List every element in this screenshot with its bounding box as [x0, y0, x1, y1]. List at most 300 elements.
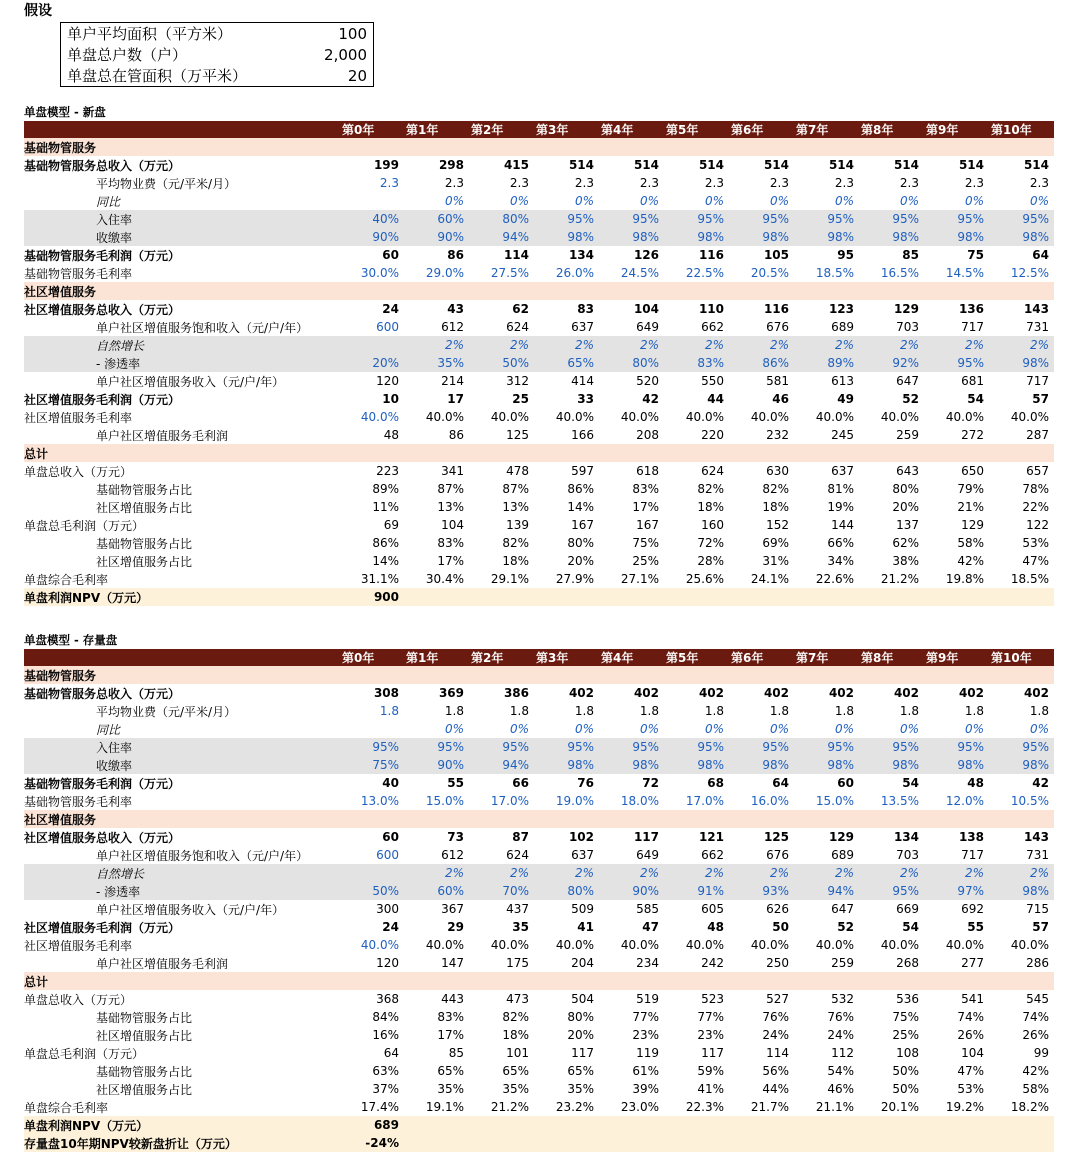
- value-cell: 90%: [340, 228, 404, 246]
- value-cell: 116: [763, 302, 789, 316]
- value-cell: 402: [828, 686, 854, 700]
- value-cell: 16.0%: [750, 794, 789, 808]
- year-header-cell: 第10年: [989, 121, 1054, 138]
- value-cell: 541: [961, 992, 984, 1006]
- value-cell: 70%: [469, 882, 534, 900]
- row-label: 单盘总收入（万元）: [24, 464, 133, 479]
- value-cell: 40.0%: [1010, 410, 1049, 424]
- value-cell: [664, 282, 729, 300]
- value-cell: 72: [642, 776, 659, 790]
- value-cell: 139: [506, 518, 529, 532]
- value-cell: 129: [828, 830, 854, 844]
- value-cell: 60%: [404, 882, 469, 900]
- value-cell: 90%: [404, 756, 469, 774]
- row-label: 单盘利润NPV（万元）: [24, 1116, 340, 1134]
- value-cell: 92%: [859, 354, 924, 372]
- value-cell: [729, 810, 794, 828]
- row-label: 自然增长: [24, 336, 340, 354]
- value-cell: 34%: [827, 554, 854, 568]
- value-cell: 60: [837, 776, 854, 790]
- value-cell: 259: [831, 956, 854, 970]
- model-row: [24, 498, 1054, 516]
- model-row: [24, 666, 1054, 684]
- value-cell: 40.0%: [815, 938, 854, 952]
- value-cell: 402: [568, 686, 594, 700]
- row-label: 收缴率: [24, 228, 340, 246]
- model-row: [24, 900, 1054, 918]
- value-cell: 86%: [372, 536, 399, 550]
- value-cell: 117: [571, 1046, 594, 1060]
- model-row: [24, 738, 1054, 756]
- model-row: [24, 792, 1054, 810]
- value-cell: 24.5%: [620, 266, 659, 280]
- value-cell: [469, 444, 534, 462]
- value-cell: 715: [1026, 902, 1049, 916]
- value-cell: [924, 138, 989, 156]
- value-cell: 116: [698, 248, 724, 262]
- model-row: [24, 480, 1054, 498]
- value-cell: [664, 444, 729, 462]
- value-cell: 22.6%: [815, 572, 854, 586]
- header-blank: [24, 649, 340, 666]
- value-cell: 65%: [437, 1064, 464, 1078]
- value-cell: 126: [633, 248, 659, 262]
- value-cell: [664, 1116, 729, 1134]
- value-cell: 97%: [924, 882, 989, 900]
- value-cell: [340, 864, 404, 882]
- value-cell: 53%: [957, 1082, 984, 1096]
- value-cell: [599, 666, 664, 684]
- value-cell: 77%: [697, 1010, 724, 1024]
- value-cell: 40.0%: [880, 410, 919, 424]
- value-cell: 40.0%: [425, 410, 464, 424]
- value-cell: 0%: [769, 194, 789, 208]
- value-cell: 98%: [924, 756, 989, 774]
- value-cell: 1.8: [639, 704, 659, 718]
- value-cell: 95%: [924, 354, 989, 372]
- model-row: [24, 372, 1054, 390]
- value-cell: 87%: [437, 482, 464, 496]
- value-cell: 662: [701, 848, 724, 862]
- value-cell: 514: [633, 158, 659, 172]
- value-cell: 612: [441, 320, 464, 334]
- value-cell: 16%: [372, 1028, 399, 1042]
- value-cell: 17%: [437, 554, 464, 568]
- value-cell: 38%: [892, 554, 919, 568]
- value-cell: 24: [382, 920, 399, 934]
- value-cell: 600: [376, 320, 399, 334]
- model-row: [24, 918, 1054, 936]
- value-cell: 114: [766, 1046, 789, 1060]
- value-cell: 29: [447, 920, 464, 934]
- value-cell: 27.5%: [490, 266, 529, 280]
- value-cell: 95%: [404, 738, 469, 756]
- model-row: [24, 174, 1054, 192]
- model-row: [24, 300, 1054, 318]
- value-cell: 175: [506, 956, 529, 970]
- value-cell: 98%: [599, 756, 664, 774]
- model-row: [24, 282, 1054, 300]
- value-cell: [599, 1134, 664, 1152]
- value-cell: 26.0%: [555, 266, 594, 280]
- value-cell: 136: [958, 302, 984, 316]
- value-cell: 117: [701, 1046, 724, 1060]
- value-cell: 649: [636, 848, 659, 862]
- row-label: 单盘综合毛利率: [24, 572, 109, 587]
- value-cell: 98%: [924, 228, 989, 246]
- year-header-cell: 第3年: [534, 121, 599, 138]
- value-cell: 234: [636, 956, 659, 970]
- value-cell: 83%: [437, 1010, 464, 1024]
- value-cell: [989, 138, 1054, 156]
- value-cell: 95%: [924, 738, 989, 756]
- value-cell: 23%: [632, 1028, 659, 1042]
- value-cell: 42%: [957, 554, 984, 568]
- row-label: 同比: [96, 194, 121, 209]
- value-cell: [989, 666, 1054, 684]
- value-cell: 63%: [372, 1064, 399, 1078]
- value-cell: 83%: [632, 482, 659, 496]
- value-cell: 0%: [704, 194, 724, 208]
- value-cell: 2%: [599, 864, 664, 882]
- value-cell: 18.5%: [815, 266, 854, 280]
- row-label: 基础物管服务毛利率: [24, 266, 133, 281]
- value-cell: 104: [633, 302, 659, 316]
- value-cell: 0%: [574, 194, 594, 208]
- row-label: 社区增值服务毛利率: [24, 938, 133, 953]
- value-cell: 624: [506, 848, 529, 862]
- value-cell: 50%: [892, 1064, 919, 1078]
- row-label: 同比: [96, 722, 121, 737]
- value-cell: 123: [828, 302, 854, 316]
- value-cell: 47%: [957, 1064, 984, 1078]
- value-cell: 101: [506, 1046, 529, 1060]
- value-cell: 35%: [502, 1082, 529, 1096]
- value-cell: 65%: [534, 354, 599, 372]
- model-row: [24, 720, 1054, 738]
- value-cell: 25%: [892, 1028, 919, 1042]
- model-row: [24, 588, 1054, 606]
- value-cell: 717: [961, 848, 984, 862]
- value-cell: 0%: [444, 722, 464, 736]
- value-cell: 120: [376, 956, 399, 970]
- value-cell: 59%: [697, 1064, 724, 1078]
- value-cell: 54: [967, 392, 984, 406]
- year-header-cell: 第0年: [340, 121, 404, 138]
- model-row: [24, 1044, 1054, 1062]
- model-table-new: [24, 121, 1054, 606]
- value-cell: 134: [893, 830, 919, 844]
- value-cell: 10.5%: [1010, 794, 1049, 808]
- value-cell: 39%: [632, 1082, 659, 1096]
- value-cell: 2%: [794, 336, 859, 354]
- value-cell: 54: [902, 776, 919, 790]
- value-cell: 66: [512, 776, 529, 790]
- value-cell: [794, 666, 859, 684]
- value-cell: 2%: [859, 864, 924, 882]
- value-cell: 21.7%: [750, 1100, 789, 1114]
- value-cell: 2%: [534, 864, 599, 882]
- value-cell: [340, 972, 404, 990]
- model-row: [24, 1116, 1054, 1134]
- value-cell: 18.5%: [1010, 572, 1049, 586]
- value-cell: 48: [383, 428, 399, 442]
- value-cell: 24: [382, 302, 399, 316]
- value-cell: [794, 444, 859, 462]
- value-cell: 731: [1026, 320, 1049, 334]
- model-row: [24, 228, 1054, 246]
- model-row: [24, 936, 1054, 954]
- value-cell: 298: [438, 158, 464, 172]
- value-cell: 98%: [794, 756, 859, 774]
- value-cell: 2.3: [639, 176, 659, 190]
- value-cell: 93%: [729, 882, 794, 900]
- value-cell: [924, 1116, 989, 1134]
- value-cell: 137: [896, 518, 919, 532]
- value-cell: 214: [441, 374, 464, 388]
- year-header-cell: 第2年: [469, 121, 534, 138]
- value-cell: 2%: [924, 864, 989, 882]
- value-cell: 31.1%: [360, 572, 399, 586]
- value-cell: 618: [636, 464, 659, 478]
- value-cell: [340, 444, 404, 462]
- value-cell: 0%: [574, 722, 594, 736]
- year-header-cell: 第8年: [859, 649, 924, 666]
- value-cell: 0%: [639, 722, 659, 736]
- value-cell: 662: [701, 320, 724, 334]
- value-cell: 0%: [704, 722, 724, 736]
- value-cell: [859, 588, 924, 606]
- value-cell: 19.0%: [555, 794, 594, 808]
- value-cell: 286: [1026, 956, 1049, 970]
- row-label: 社区增值服务总收入（万元）: [24, 830, 181, 845]
- row-label: 单盘综合毛利率: [24, 1100, 109, 1115]
- value-cell: 2.3: [574, 176, 594, 190]
- value-cell: [404, 588, 469, 606]
- value-cell: 98%: [599, 228, 664, 246]
- value-cell: 98%: [534, 756, 599, 774]
- value-cell: [469, 972, 534, 990]
- value-cell: 268: [896, 956, 919, 970]
- year-header-cell: 第9年: [924, 121, 989, 138]
- value-cell: 18.2%: [1010, 1100, 1049, 1114]
- value-cell: 312: [506, 374, 529, 388]
- value-cell: 46: [772, 392, 789, 406]
- value-cell: -24%: [340, 1134, 404, 1152]
- value-cell: 50%: [469, 354, 534, 372]
- row-label: 社区增值服务占比: [96, 1082, 193, 1097]
- value-cell: [989, 588, 1054, 606]
- value-cell: 689: [340, 1116, 404, 1134]
- assumptions-title: 假设: [24, 3, 52, 19]
- value-cell: [599, 810, 664, 828]
- value-cell: 143: [1023, 830, 1049, 844]
- value-cell: 630: [766, 464, 789, 478]
- assumption-value: 100: [338, 24, 367, 43]
- value-cell: 731: [1026, 848, 1049, 862]
- value-cell: 24.1%: [750, 572, 789, 586]
- value-cell: [729, 1116, 794, 1134]
- row-label: 社区增值服务占比: [96, 1028, 193, 1043]
- value-cell: 85: [448, 1046, 464, 1060]
- value-cell: [924, 444, 989, 462]
- value-cell: [599, 282, 664, 300]
- value-cell: 167: [636, 518, 659, 532]
- value-cell: 95%: [469, 738, 534, 756]
- value-cell: 40.0%: [360, 938, 399, 952]
- value-cell: 64: [383, 1046, 399, 1060]
- value-cell: [534, 588, 599, 606]
- value-cell: 17.4%: [360, 1100, 399, 1114]
- row-label: 入住率: [24, 738, 340, 756]
- value-cell: 242: [701, 956, 724, 970]
- row-label: 单户社区增值服务收入（元/户/年）: [96, 902, 285, 917]
- value-cell: 95%: [859, 738, 924, 756]
- value-cell: 2%: [469, 336, 534, 354]
- value-cell: 104: [961, 1046, 984, 1060]
- model-row: [24, 516, 1054, 534]
- row-label: 社区增值服务毛利润（万元）: [24, 920, 181, 935]
- value-cell: [859, 666, 924, 684]
- value-cell: 647: [831, 902, 854, 916]
- value-cell: [404, 666, 469, 684]
- value-cell: [599, 138, 664, 156]
- row-label: 单盘利润NPV（万元）: [24, 588, 340, 606]
- value-cell: 2%: [924, 336, 989, 354]
- value-cell: [534, 810, 599, 828]
- value-cell: [729, 444, 794, 462]
- model-row: [24, 426, 1054, 444]
- row-label: 平均物业费（元/平米/月）: [96, 176, 237, 191]
- value-cell: 386: [503, 686, 529, 700]
- row-label: 基础物管服务: [24, 666, 340, 684]
- value-cell: 95%: [599, 738, 664, 756]
- value-cell: 272: [961, 428, 984, 442]
- value-cell: 402: [633, 686, 659, 700]
- value-cell: 0%: [509, 194, 529, 208]
- value-cell: 75%: [892, 1010, 919, 1024]
- value-cell: 0%: [1029, 722, 1049, 736]
- value-cell: 83%: [437, 536, 464, 550]
- value-cell: 86%: [729, 354, 794, 372]
- value-cell: 536: [896, 992, 919, 1006]
- row-label: 社区增值服务占比: [96, 554, 193, 569]
- value-cell: 40.0%: [490, 938, 529, 952]
- value-cell: [469, 810, 534, 828]
- value-cell: 49: [837, 392, 854, 406]
- row-label: 基础物管服务占比: [96, 536, 193, 551]
- row-label: 单盘总毛利润（万元）: [24, 1046, 145, 1061]
- value-cell: 40.0%: [815, 410, 854, 424]
- value-cell: 40.0%: [750, 938, 789, 952]
- value-cell: 341: [441, 464, 464, 478]
- value-cell: 676: [766, 848, 789, 862]
- value-cell: 643: [896, 464, 919, 478]
- assumption-value: 20: [347, 66, 367, 85]
- row-label: 基础物管服务总收入（万元）: [24, 686, 181, 701]
- row-label: 单户社区增值服务饱和收入（元/户/年）: [96, 848, 309, 863]
- value-cell: 308: [373, 686, 399, 700]
- value-cell: 90%: [404, 228, 469, 246]
- value-cell: 95%: [664, 738, 729, 756]
- value-cell: 514: [698, 158, 724, 172]
- value-cell: 626: [766, 902, 789, 916]
- value-cell: 15.0%: [815, 794, 854, 808]
- row-label: 收缴率: [24, 756, 340, 774]
- value-cell: 15.0%: [425, 794, 464, 808]
- value-cell: 29.1%: [490, 572, 529, 586]
- value-cell: 68: [707, 776, 724, 790]
- value-cell: [664, 138, 729, 156]
- value-cell: 0%: [899, 194, 919, 208]
- value-cell: 82%: [502, 536, 529, 550]
- value-cell: 22%: [1022, 500, 1049, 514]
- value-cell: 19.2%: [945, 1100, 984, 1114]
- value-cell: 12.5%: [1010, 266, 1049, 280]
- value-cell: 81%: [827, 482, 854, 496]
- value-cell: 669: [896, 902, 919, 916]
- row-label: - 渗透率: [24, 354, 340, 372]
- model-row: [24, 444, 1054, 462]
- value-cell: 122: [1026, 518, 1049, 532]
- value-cell: 520: [636, 374, 659, 388]
- value-cell: 75: [967, 248, 984, 262]
- value-cell: 87: [512, 830, 529, 844]
- value-cell: 35%: [567, 1082, 594, 1096]
- value-cell: 581: [766, 374, 789, 388]
- year-header-cell: 第1年: [404, 649, 469, 666]
- value-cell: 18%: [502, 554, 529, 568]
- value-cell: 0%: [444, 194, 464, 208]
- value-cell: 27.1%: [620, 572, 659, 586]
- year-header-cell: 第5年: [664, 649, 729, 666]
- value-cell: 21.2%: [880, 572, 919, 586]
- row-label: 社区增值服务总收入（万元）: [24, 302, 181, 317]
- value-cell: 82%: [697, 482, 724, 496]
- value-cell: 2.3: [899, 176, 919, 190]
- row-label: 社区增值服务: [24, 282, 340, 300]
- value-cell: 98%: [989, 882, 1054, 900]
- value-cell: [989, 444, 1054, 462]
- row-label: 自然增长: [24, 864, 340, 882]
- value-cell: 1.8: [769, 704, 789, 718]
- value-cell: 1.8: [704, 704, 724, 718]
- value-cell: 17%: [632, 500, 659, 514]
- row-label: - 渗透率: [24, 882, 340, 900]
- value-cell: 57: [1032, 920, 1049, 934]
- value-cell: 53%: [1022, 536, 1049, 550]
- value-cell: 637: [831, 464, 854, 478]
- value-cell: 98%: [989, 756, 1054, 774]
- value-cell: 532: [831, 992, 854, 1006]
- value-cell: 143: [1023, 302, 1049, 316]
- row-label: 单户社区增值服务毛利润: [96, 428, 229, 443]
- model-row: [24, 864, 1054, 882]
- row-label: 基础物管服务毛利润（万元）: [24, 776, 181, 791]
- value-cell: 98%: [989, 228, 1054, 246]
- model-row: [24, 882, 1054, 900]
- value-cell: [340, 666, 404, 684]
- value-cell: 40.0%: [685, 410, 724, 424]
- model-row: [24, 1080, 1054, 1098]
- value-cell: [794, 588, 859, 606]
- value-cell: 74%: [957, 1010, 984, 1024]
- value-cell: 13.5%: [880, 794, 919, 808]
- value-cell: 20.5%: [750, 266, 789, 280]
- value-cell: 1.8: [574, 704, 594, 718]
- year-header-cell: 第10年: [989, 649, 1054, 666]
- value-cell: 2%: [989, 336, 1054, 354]
